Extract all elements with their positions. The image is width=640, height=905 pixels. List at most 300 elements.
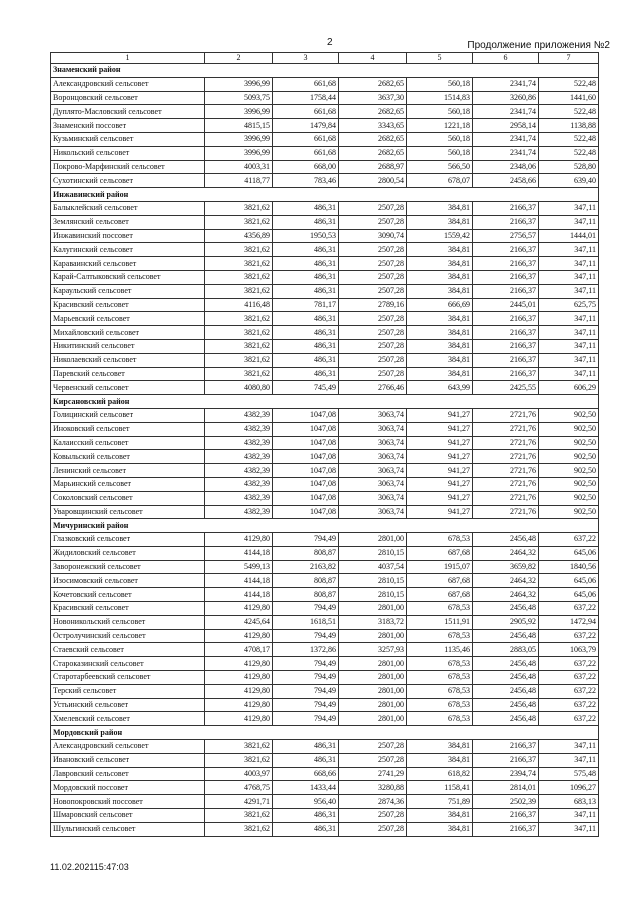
value-cell: 941,27 [407, 408, 473, 422]
district-header-row [51, 64, 599, 78]
value-cell: 3183,72 [339, 615, 407, 629]
value-cell: 1047,08 [273, 491, 339, 505]
settlement-name: Лавровский сельсовет [51, 767, 205, 781]
table-row [51, 588, 599, 602]
value-cell: 1047,08 [273, 505, 339, 519]
value-cell: 2166,37 [473, 201, 539, 215]
value-cell: 2801,00 [339, 657, 407, 671]
value-cell: 3821,62 [205, 753, 273, 767]
value-cell: 486,31 [273, 822, 339, 836]
value-cell: 2166,37 [473, 270, 539, 284]
value-cell: 4129,80 [205, 684, 273, 698]
value-cell: 1758,44 [273, 91, 339, 105]
value-cell: 794,49 [273, 533, 339, 547]
footer-timestamp: 11.02.202115:47:03 [50, 862, 129, 872]
table-row [51, 91, 599, 105]
value-cell: 902,50 [539, 450, 599, 464]
district-name: Кирсановский район [51, 395, 599, 409]
district-name: Мордовский район [51, 726, 599, 740]
value-cell: 4144,18 [205, 588, 273, 602]
value-cell: 2166,37 [473, 339, 539, 353]
settlement-name: Паревский сельсовет [51, 367, 205, 381]
value-cell: 2682,65 [339, 105, 407, 119]
value-cell: 2456,48 [473, 602, 539, 616]
value-cell: 486,31 [273, 353, 339, 367]
value-cell: 956,40 [273, 795, 339, 809]
value-cell: 1559,42 [407, 229, 473, 243]
value-cell: 2800,54 [339, 174, 407, 188]
value-cell: 2166,37 [473, 809, 539, 823]
table-row [51, 270, 599, 284]
value-cell: 486,31 [273, 243, 339, 257]
value-cell: 941,27 [407, 464, 473, 478]
value-cell: 2445,01 [473, 298, 539, 312]
value-cell: 2348,06 [473, 160, 539, 174]
table-row [51, 643, 599, 657]
value-cell: 4708,17 [205, 643, 273, 657]
settlement-name: Шульгинский сельсовет [51, 822, 205, 836]
value-cell: 808,87 [273, 574, 339, 588]
value-cell: 2425,55 [473, 381, 539, 395]
value-cell: 794,49 [273, 657, 339, 671]
value-cell: 486,31 [273, 312, 339, 326]
value-cell: 637,22 [539, 533, 599, 547]
column-header: 2 [205, 53, 273, 64]
value-cell: 4815,15 [205, 119, 273, 133]
value-cell: 2464,32 [473, 588, 539, 602]
settlement-name: Ковыльский сельсовет [51, 450, 205, 464]
value-cell: 347,11 [539, 809, 599, 823]
value-cell: 2810,15 [339, 588, 407, 602]
value-cell: 2801,00 [339, 533, 407, 547]
value-cell: 637,22 [539, 698, 599, 712]
value-cell: 941,27 [407, 436, 473, 450]
value-cell: 2456,48 [473, 533, 539, 547]
table-row [51, 339, 599, 353]
settlement-name: Александровский сельсовет [51, 77, 205, 91]
value-cell: 486,31 [273, 284, 339, 298]
table-row [51, 229, 599, 243]
value-cell: 1514,83 [407, 91, 473, 105]
value-cell: 2166,37 [473, 312, 539, 326]
value-cell: 625,75 [539, 298, 599, 312]
value-cell: 2456,48 [473, 712, 539, 726]
value-cell: 486,31 [273, 270, 339, 284]
value-cell: 2507,28 [339, 740, 407, 754]
value-cell: 1158,41 [407, 781, 473, 795]
value-cell: 637,22 [539, 602, 599, 616]
value-cell: 3821,62 [205, 215, 273, 229]
value-cell: 637,22 [539, 629, 599, 643]
value-cell: 3260,86 [473, 91, 539, 105]
value-cell: 384,81 [407, 270, 473, 284]
value-cell: 639,40 [539, 174, 599, 188]
settlement-name: Уваровщинский сельсовет [51, 505, 205, 519]
value-cell: 528,80 [539, 160, 599, 174]
value-cell: 4116,48 [205, 298, 273, 312]
value-cell: 1479,84 [273, 119, 339, 133]
value-cell: 1138,88 [539, 119, 599, 133]
value-cell: 1047,08 [273, 450, 339, 464]
value-cell: 645,06 [539, 588, 599, 602]
value-cell: 347,11 [539, 201, 599, 215]
value-cell: 2464,32 [473, 546, 539, 560]
value-cell: 2789,16 [339, 298, 407, 312]
value-cell: 4291,71 [205, 795, 273, 809]
value-cell: 645,06 [539, 574, 599, 588]
value-cell: 3821,62 [205, 312, 273, 326]
value-cell: 2507,28 [339, 270, 407, 284]
settlement-name: Заворонежский сельсовет [51, 560, 205, 574]
value-cell: 2456,48 [473, 629, 539, 643]
value-cell: 2502,39 [473, 795, 539, 809]
value-cell: 2507,28 [339, 353, 407, 367]
value-cell: 2456,48 [473, 671, 539, 685]
table-row [51, 243, 599, 257]
settlement-name: Ленинский сельсовет [51, 464, 205, 478]
settlement-name: Новопокровский поссовет [51, 795, 205, 809]
value-cell: 794,49 [273, 698, 339, 712]
settlement-name: Марьевский сельсовет [51, 312, 205, 326]
value-cell: 678,53 [407, 657, 473, 671]
value-cell: 2341,74 [473, 132, 539, 146]
value-cell: 2341,74 [473, 146, 539, 160]
value-cell: 2166,37 [473, 215, 539, 229]
value-cell: 751,89 [407, 795, 473, 809]
district-name: Мичуринский район [51, 519, 599, 533]
value-cell: 4129,80 [205, 602, 273, 616]
value-cell: 3063,74 [339, 464, 407, 478]
value-cell: 3090,74 [339, 229, 407, 243]
value-cell: 384,81 [407, 809, 473, 823]
value-cell: 2721,76 [473, 450, 539, 464]
settlement-name: Мордовский поссовет [51, 781, 205, 795]
value-cell: 560,18 [407, 77, 473, 91]
value-cell: 794,49 [273, 712, 339, 726]
table-row [51, 105, 599, 119]
settlement-name: Инжавинский поссовет [51, 229, 205, 243]
column-header: 3 [273, 53, 339, 64]
value-cell: 3996,99 [205, 146, 273, 160]
value-cell: 2801,00 [339, 684, 407, 698]
settlement-name: Караульский сельсовет [51, 284, 205, 298]
settlement-name: Червенский сельсовет [51, 381, 205, 395]
value-cell: 522,48 [539, 132, 599, 146]
table-row [51, 822, 599, 836]
table-row [51, 546, 599, 560]
settlement-name: Караваинский сельсовет [51, 257, 205, 271]
value-cell: 2682,65 [339, 132, 407, 146]
district-header-row [51, 726, 599, 740]
value-cell: 678,53 [407, 533, 473, 547]
value-cell: 384,81 [407, 201, 473, 215]
table-row [51, 602, 599, 616]
value-cell: 1096,27 [539, 781, 599, 795]
value-cell: 5499,13 [205, 560, 273, 574]
table-row [51, 284, 599, 298]
value-cell: 2721,76 [473, 491, 539, 505]
value-cell: 1063,79 [539, 643, 599, 657]
value-cell: 4129,80 [205, 698, 273, 712]
table-row [51, 809, 599, 823]
settlement-name: Голицинский сельсовет [51, 408, 205, 422]
value-cell: 645,06 [539, 546, 599, 560]
value-cell: 3821,62 [205, 201, 273, 215]
settlement-name: Шмаровский сельсовет [51, 809, 205, 823]
column-header-row [51, 53, 599, 64]
value-cell: 2801,00 [339, 602, 407, 616]
value-cell: 560,18 [407, 146, 473, 160]
value-cell: 637,22 [539, 684, 599, 698]
settlement-name: Никитинский сельсовет [51, 339, 205, 353]
value-cell: 2756,57 [473, 229, 539, 243]
value-cell: 4003,97 [205, 767, 273, 781]
value-cell: 384,81 [407, 215, 473, 229]
column-header: 4 [339, 53, 407, 64]
value-cell: 486,31 [273, 339, 339, 353]
value-cell: 2682,65 [339, 146, 407, 160]
value-cell: 4144,18 [205, 574, 273, 588]
settlement-name: Остролучинский сельсовет [51, 629, 205, 643]
table-row [51, 422, 599, 436]
settlement-name: Хмелевский сельсовет [51, 712, 205, 726]
continuation-label: Продолжение приложения №2 [467, 40, 610, 51]
value-cell: 2688,97 [339, 160, 407, 174]
value-cell: 661,68 [273, 146, 339, 160]
settlement-name: Калугинский сельсовет [51, 243, 205, 257]
value-cell: 486,31 [273, 740, 339, 754]
settlement-name: Сухотинский сельсовет [51, 174, 205, 188]
value-cell: 347,11 [539, 740, 599, 754]
table-row [51, 491, 599, 505]
value-cell: 2464,32 [473, 574, 539, 588]
value-cell: 3343,65 [339, 119, 407, 133]
table-row [51, 119, 599, 133]
value-cell: 4382,39 [205, 477, 273, 491]
value-cell: 2456,48 [473, 698, 539, 712]
value-cell: 3821,62 [205, 326, 273, 340]
value-cell: 4129,80 [205, 671, 273, 685]
value-cell: 687,68 [407, 588, 473, 602]
value-cell: 783,46 [273, 174, 339, 188]
value-cell: 2507,28 [339, 326, 407, 340]
value-cell: 522,48 [539, 105, 599, 119]
value-cell: 4144,18 [205, 546, 273, 560]
value-cell: 1511,91 [407, 615, 473, 629]
value-cell: 384,81 [407, 257, 473, 271]
value-cell: 4129,80 [205, 533, 273, 547]
value-cell: 3821,62 [205, 822, 273, 836]
value-cell: 2507,28 [339, 753, 407, 767]
value-cell: 794,49 [273, 602, 339, 616]
value-cell: 4382,39 [205, 505, 273, 519]
settlement-name: Воронцовский сельсовет [51, 91, 205, 105]
value-cell: 941,27 [407, 477, 473, 491]
settlement-name: Никольский сельсовет [51, 146, 205, 160]
value-cell: 902,50 [539, 464, 599, 478]
value-cell: 4382,39 [205, 422, 273, 436]
value-cell: 3063,74 [339, 491, 407, 505]
settlement-name: Александровский сельсовет [51, 740, 205, 754]
value-cell: 2801,00 [339, 698, 407, 712]
value-cell: 3063,74 [339, 422, 407, 436]
value-cell: 3063,74 [339, 436, 407, 450]
tariff-table [50, 52, 599, 837]
column-header: 6 [473, 53, 539, 64]
table-row [51, 767, 599, 781]
value-cell: 347,11 [539, 367, 599, 381]
value-cell: 560,18 [407, 132, 473, 146]
value-cell: 4118,77 [205, 174, 273, 188]
value-cell: 618,82 [407, 767, 473, 781]
value-cell: 522,48 [539, 146, 599, 160]
value-cell: 2507,28 [339, 215, 407, 229]
value-cell: 4768,75 [205, 781, 273, 795]
value-cell: 4037,54 [339, 560, 407, 574]
value-cell: 941,27 [407, 505, 473, 519]
value-cell: 2721,76 [473, 422, 539, 436]
table-row [51, 312, 599, 326]
value-cell: 4382,39 [205, 436, 273, 450]
value-cell: 384,81 [407, 312, 473, 326]
value-cell: 4382,39 [205, 408, 273, 422]
value-cell: 1221,18 [407, 119, 473, 133]
value-cell: 678,53 [407, 684, 473, 698]
settlement-name: Калаисский сельсовет [51, 436, 205, 450]
value-cell: 2721,76 [473, 464, 539, 478]
value-cell: 678,53 [407, 629, 473, 643]
value-cell: 2958,14 [473, 119, 539, 133]
value-cell: 1047,08 [273, 408, 339, 422]
table-row [51, 464, 599, 478]
table-row [51, 450, 599, 464]
value-cell: 794,49 [273, 629, 339, 643]
value-cell: 1950,53 [273, 229, 339, 243]
value-cell: 347,11 [539, 353, 599, 367]
value-cell: 384,81 [407, 243, 473, 257]
value-cell: 3996,99 [205, 105, 273, 119]
value-cell: 2721,76 [473, 408, 539, 422]
value-cell: 3996,99 [205, 132, 273, 146]
table-row [51, 615, 599, 629]
value-cell: 2456,48 [473, 684, 539, 698]
table-row [51, 795, 599, 809]
table-row [51, 684, 599, 698]
table-row [51, 698, 599, 712]
settlement-name: Староказинский сельсовет [51, 657, 205, 671]
value-cell: 1135,46 [407, 643, 473, 657]
value-cell: 808,87 [273, 546, 339, 560]
value-cell: 486,31 [273, 753, 339, 767]
table-row [51, 201, 599, 215]
column-header: 5 [407, 53, 473, 64]
value-cell: 347,11 [539, 270, 599, 284]
value-cell: 2507,28 [339, 809, 407, 823]
value-cell: 486,31 [273, 201, 339, 215]
value-cell: 1047,08 [273, 422, 339, 436]
table-row [51, 257, 599, 271]
value-cell: 347,11 [539, 243, 599, 257]
table-row [51, 77, 599, 91]
value-cell: 2741,29 [339, 767, 407, 781]
value-cell: 4382,39 [205, 491, 273, 505]
settlement-name: Красивский сельсовет [51, 602, 205, 616]
value-cell: 384,81 [407, 339, 473, 353]
table-row [51, 353, 599, 367]
district-header-row [51, 188, 599, 202]
settlement-name: Жидиловский сельсовет [51, 546, 205, 560]
value-cell: 486,31 [273, 326, 339, 340]
value-cell: 606,29 [539, 381, 599, 395]
table-row [51, 215, 599, 229]
value-cell: 384,81 [407, 740, 473, 754]
column-header: 7 [539, 53, 599, 64]
value-cell: 384,81 [407, 326, 473, 340]
value-cell: 2507,28 [339, 339, 407, 353]
value-cell: 678,53 [407, 671, 473, 685]
value-cell: 2801,00 [339, 629, 407, 643]
value-cell: 1618,51 [273, 615, 339, 629]
value-cell: 347,11 [539, 215, 599, 229]
value-cell: 2166,37 [473, 243, 539, 257]
district-header-row [51, 519, 599, 533]
table-row [51, 381, 599, 395]
value-cell: 1047,08 [273, 436, 339, 450]
value-cell: 486,31 [273, 257, 339, 271]
value-cell: 486,31 [273, 215, 339, 229]
value-cell: 3821,62 [205, 339, 273, 353]
settlement-name: Старотарбеевский сельсовет [51, 671, 205, 685]
value-cell: 2341,74 [473, 105, 539, 119]
value-cell: 668,00 [273, 160, 339, 174]
value-cell: 4003,31 [205, 160, 273, 174]
value-cell: 347,11 [539, 284, 599, 298]
value-cell: 3063,74 [339, 477, 407, 491]
value-cell: 661,68 [273, 132, 339, 146]
value-cell: 2874,36 [339, 795, 407, 809]
value-cell: 1047,08 [273, 464, 339, 478]
value-cell: 384,81 [407, 822, 473, 836]
value-cell: 902,50 [539, 408, 599, 422]
district-header-row [51, 395, 599, 409]
value-cell: 678,07 [407, 174, 473, 188]
value-cell: 347,11 [539, 326, 599, 340]
table-row [51, 436, 599, 450]
value-cell: 2163,82 [273, 560, 339, 574]
value-cell: 745,49 [273, 381, 339, 395]
settlement-name: Михайловский сельсовет [51, 326, 205, 340]
value-cell: 781,17 [273, 298, 339, 312]
value-cell: 2166,37 [473, 367, 539, 381]
value-cell: 902,50 [539, 422, 599, 436]
table-row [51, 781, 599, 795]
column-header: 1 [51, 53, 205, 64]
table-row [51, 408, 599, 422]
value-cell: 347,11 [539, 339, 599, 353]
value-cell: 4129,80 [205, 657, 273, 671]
value-cell: 4129,80 [205, 712, 273, 726]
settlement-name: Кузьминский сельсовет [51, 132, 205, 146]
settlement-name: Устьинский сельсовет [51, 698, 205, 712]
value-cell: 2507,28 [339, 312, 407, 326]
settlement-name: Кочетовский сельсовет [51, 588, 205, 602]
value-cell: 3821,62 [205, 367, 273, 381]
value-cell: 2883,05 [473, 643, 539, 657]
value-cell: 2507,28 [339, 822, 407, 836]
value-cell: 4382,39 [205, 450, 273, 464]
table-row [51, 533, 599, 547]
value-cell: 687,68 [407, 574, 473, 588]
